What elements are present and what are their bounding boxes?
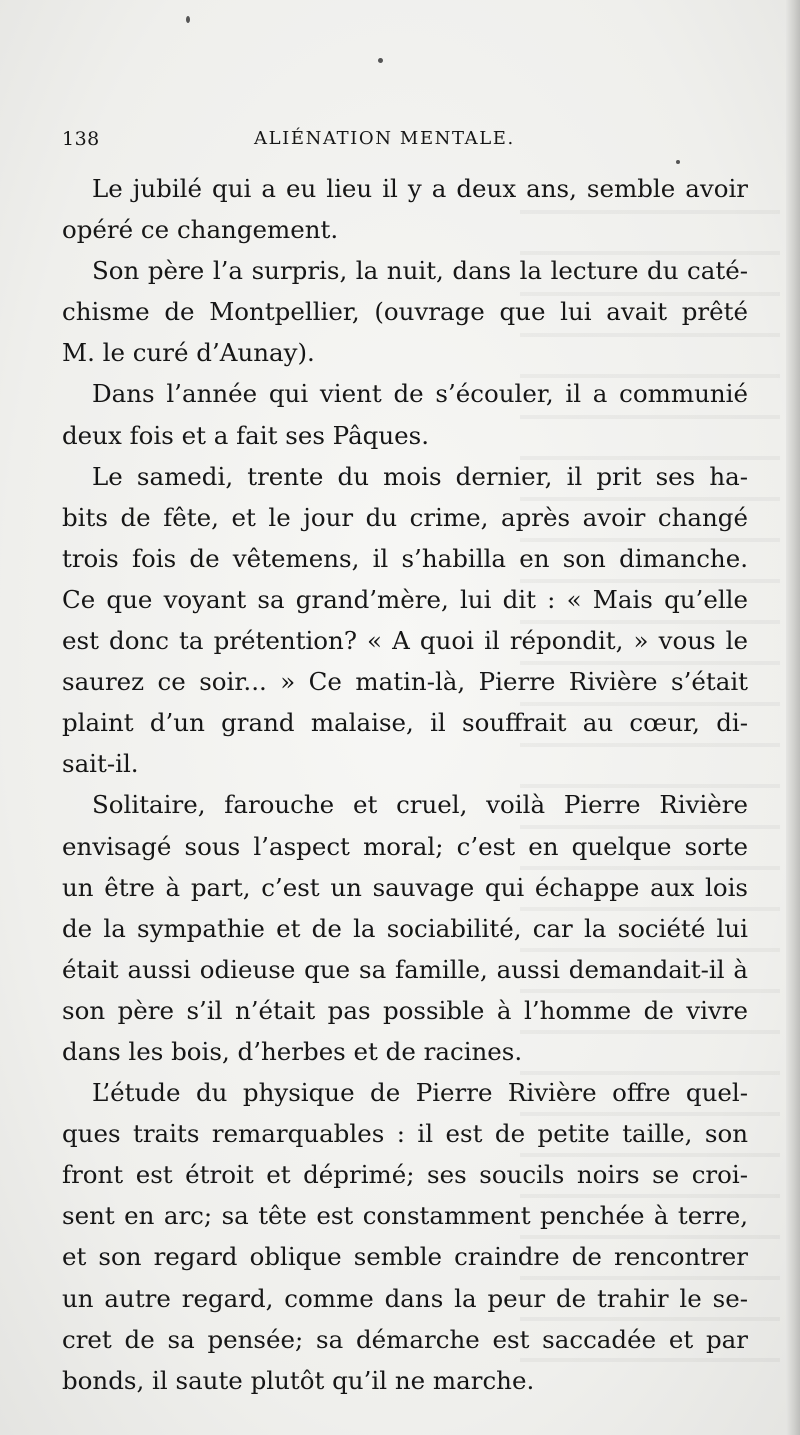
ink-speck [676, 160, 680, 164]
text-line: cret de sa pensée; sa démarche est saccadée et par [62, 1324, 748, 1354]
text-line: chisme de Montpellier, (ouvrage que lui avait prêté [62, 297, 748, 327]
text-line: Solitaire, farouche et cruel, voilà Pierre Rivière [92, 790, 748, 820]
page-number: 138 [62, 128, 100, 150]
text-line: Le jubilé qui a eu lieu il y a deux ans, semble avoir [92, 174, 748, 203]
ink-speck [186, 16, 190, 23]
running-title: ALIÉNATION MENTALE. [254, 128, 515, 149]
text-line: opéré ce changement. [62, 215, 339, 245]
text-line: Ce que voyant sa grand’mère, lui dit : « Mais qu’elle [62, 584, 748, 614]
text-line: sait-il. [62, 749, 139, 779]
text-line: deux fois et a fait ses Pâques. [62, 420, 429, 450]
text-line: ques traits remarquables : il est de petite taille, son [62, 1119, 748, 1149]
text-line: sent en arc; sa tête est constamment penchée à terre, [62, 1201, 748, 1231]
text-line: un être à part, c’est un sauvage qui échappe aux lois [62, 872, 748, 902]
text-line: bits de fête, et le jour du crime, après avoir changé [62, 502, 748, 532]
text-line: envisagé sous l’aspect moral; c’est en quelque sorte [62, 831, 748, 861]
running-header [62, 128, 742, 158]
text-line: bonds, il saute plutôt qu’il ne marche. [62, 1365, 535, 1395]
text-line: plaint d’un grand malaise, il souffrait au cœur, di- [62, 708, 748, 738]
text-line: dans les bois, d’herbes et de racines. [62, 1036, 523, 1066]
text-line: front est étroit et déprimé; ses soucils noirs se croi- [62, 1160, 748, 1190]
text-line: son père s’il n’était pas possible à l’homme de vivre [62, 995, 748, 1025]
text-line: Dans l’année qui vient de s’écouler, il a communié [92, 379, 748, 409]
text-line: et son regard oblique semble craindre de rencontrer [62, 1242, 748, 1272]
body-text [62, 168, 748, 1401]
text-line: saurez ce soir... » Ce matin-là, Pierre Rivière s’était [62, 667, 748, 697]
text-line: Le samedi, trente du mois dernier, il prit ses ha- [92, 461, 748, 491]
text-line: de la sympathie et de la sociabilité, car la société lui [62, 913, 748, 943]
text-line: Son père l’a surpris, la nuit, dans la lecture du caté- [92, 256, 748, 286]
text-line: un autre regard, comme dans la peur de trahir le se- [62, 1283, 748, 1313]
page-spine-shadow [786, 0, 800, 1435]
text-line: était aussi odieuse que sa famille, aussi demandait-il à [62, 954, 748, 984]
ink-speck [378, 58, 383, 63]
text-line: L’étude du physique de Pierre Rivière offre quel- [92, 1078, 748, 1108]
text-line: est donc ta prétention? « A quoi il répondit, » vous le [62, 626, 748, 656]
text-line: M. le curé d’Aunay). [62, 338, 315, 368]
text-line: trois fois de vêtemens, il s’habilla en son dimanche. [62, 543, 748, 573]
